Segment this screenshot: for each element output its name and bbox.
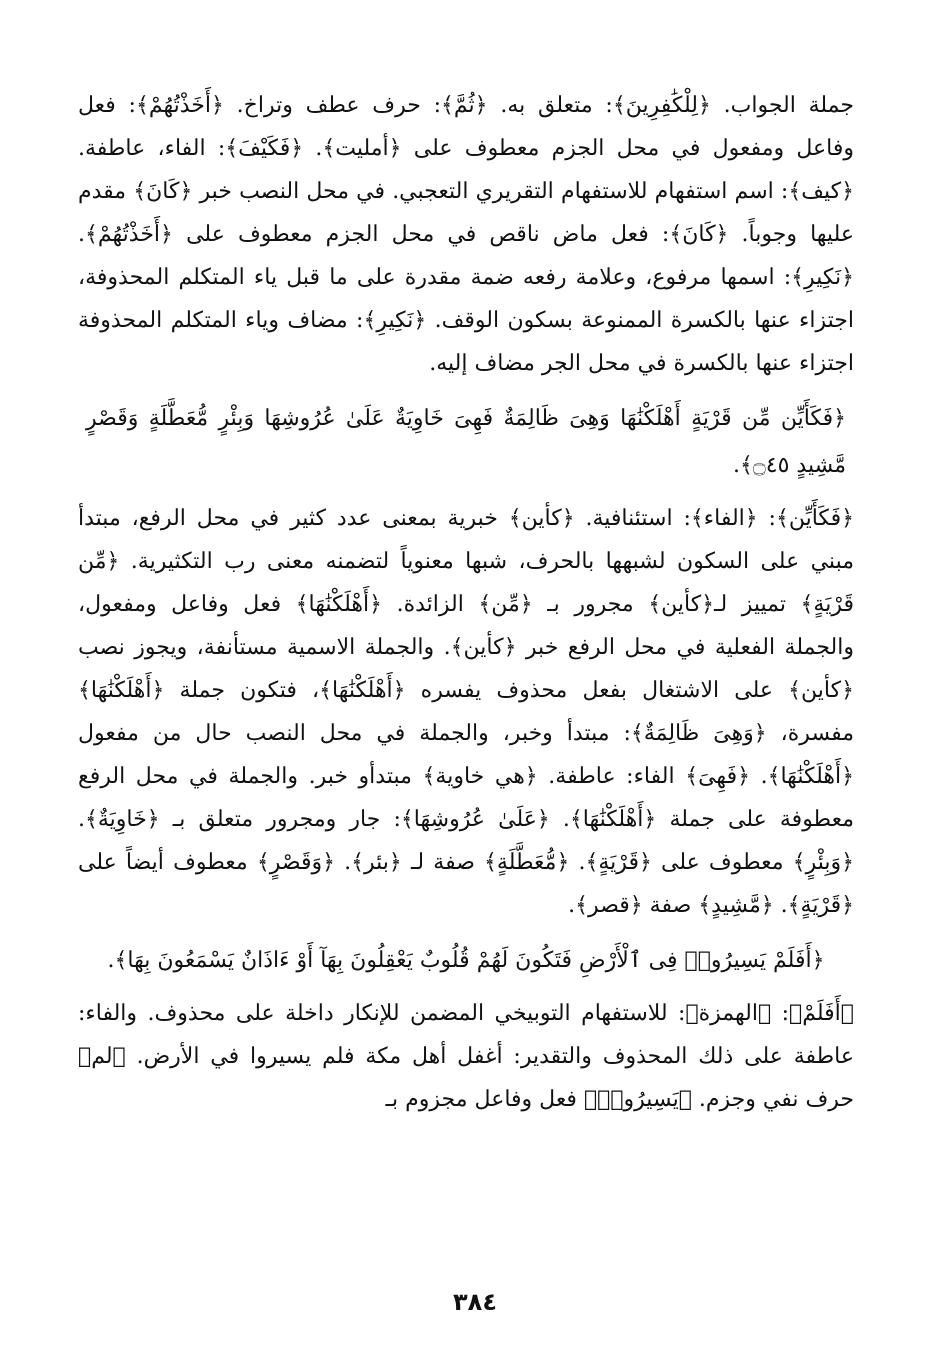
quran-verse-45: ﴿فَكَأَيِّن مِّن قَرْيَةٍ أَهْلَكْنَٰهَا وَهِىَ ظَالِمَةٌ فَهِىَ خَاوِيَةٌ عَلَىٰ عُرُوشِهَا وَبِئْرٍ مُّعَطَّلَةٍ وَقَصْرٍ مَّشِيدٍ ۝٤٥﴾. [86, 406, 846, 478]
commentary-paragraph-3: ﴿أَفَلَمْ﴾: ﴿الهمزة﴾: للاستفهام التوبيخي المضمن للإنكار داخلة على محذوف. والفاء: عاطفة على ذلك المحذوف والتقدير: أغفل أهل مكة فلم يسيروا في الأرض. ﴿لم﴾ حرف نفي وجزم. ﴿يَسِيرُوا۟﴾ فعل وفاعل مجزوم بـ [78, 1001, 854, 1112]
commentary-paragraph-2: ﴿فَكَأَيِّن﴾: ﴿الفاء﴾: استئنافية. ﴿كأين﴾ خبرية بمعنى عدد كثير في محل الرفع، مبتدأ مبني على السكون لشبهها بالحرف، شبها معنوياً لتضمنه معنى رب التكثيرية. ﴿مِّن قَرْيَةٍ﴾ تمييز لـ﴿كأين﴾ مجرور بـ ﴿مِّن﴾ الزائدة. ﴿أَهْلَكْنَٰهَا﴾ فعل وفاعل ومفعول، والجملة الفعلية في محل الرفع خبر ﴿كأين﴾. والجملة الاسمية مستأنفة، ويجوز نصب ﴿كأين﴾ على الاشتغال بفعل محذوف يفسره ﴿أَهْلَكْنَٰهَا﴾، فتكون جملة ﴿أَهْلَكْنَٰهَا﴾ مفسرة، ﴿وَهِىَ ظَالِمَةٌ﴾: مبتدأ وخبر، والجملة في محل النصب حال من مفعول ﴿أَهْلَكْنَٰهَا﴾. ﴿فَهِىَ﴾ الفاء: عاطفة. ﴿هي خاوية﴾ مبتدأو خبر. والجملة في محل الرفع معطوفة على جملة ﴿أَهْلَكْنَٰهَا﴾. ﴿عَلَىٰ عُرُوشِهَا﴾: جار ومجرور متعلق بـ ﴿خَاوِيَةٌ﴾. ﴿وَبِئْرٍ﴾ معطوف على ﴿قَرْيَةٍ﴾. ﴿مُّعَطَّلَةٍ﴾ صفة لـ ﴿بئر﴾. ﴿وَقَصْرٍ﴾ معطوف أيضاً على ﴿قَرْيَةٍ﴾. ﴿مَّشِيدٍ﴾ صفة ﴿قصر﴾. [78, 506, 854, 918]
spacer [78, 984, 854, 992]
spacer [78, 927, 854, 937]
spacer [78, 489, 854, 497]
spacer [78, 385, 854, 395]
page-number: ٣٨٤ [453, 1288, 497, 1316]
quran-verse-46: ﴿أَفَلَمْ يَسِيرُوا۟ فِى ٱلْأَرْضِ فَتَكُونَ لَهُمْ قُلُوبٌ يَعْقِلُونَ بِهَآ أَوْ ءَاذَانٌ يَسْمَعُونَ بِهَا﴾. [107, 948, 825, 973]
page-body [78, 84, 854, 1284]
commentary-paragraph-1: جملة الجواب. ﴿لِلْكَٰفِرِينَ﴾: متعلق به. ﴿ثُمَّ﴾: حرف عطف وتراخ. ﴿أَخَذْتُهُمْ﴾: فعل وفاعل ومفعول في محل الجزم معطوف على ﴿أمليت﴾. ﴿فَكَيْفَ﴾: الفاء، عاطفة. ﴿كيف﴾: اسم استفهام للاستفهام التقريري التعجبي. في محل النصب خبر ﴿كَانَ﴾ مقدم عليها وجوباً. ﴿كَانَ﴾: فعل ماض ناقص في محل الجزم معطوف على ﴿أَخَذْتُهُمْ﴾. ﴿نَكِيرِ﴾: اسمها مرفوع، وعلامة رفعه ضمة مقدرة على ما قبل ياء المتكلم المحذوفة، اجتزاء عنها بالكسرة الممنوعة بسكون الوقف. ﴿نَكِيرِ﴾: مضاف وياء المتكلم المحذوفة اجتزاء عنها بالكسرة في محل الجر مضاف إليه. [78, 93, 854, 376]
